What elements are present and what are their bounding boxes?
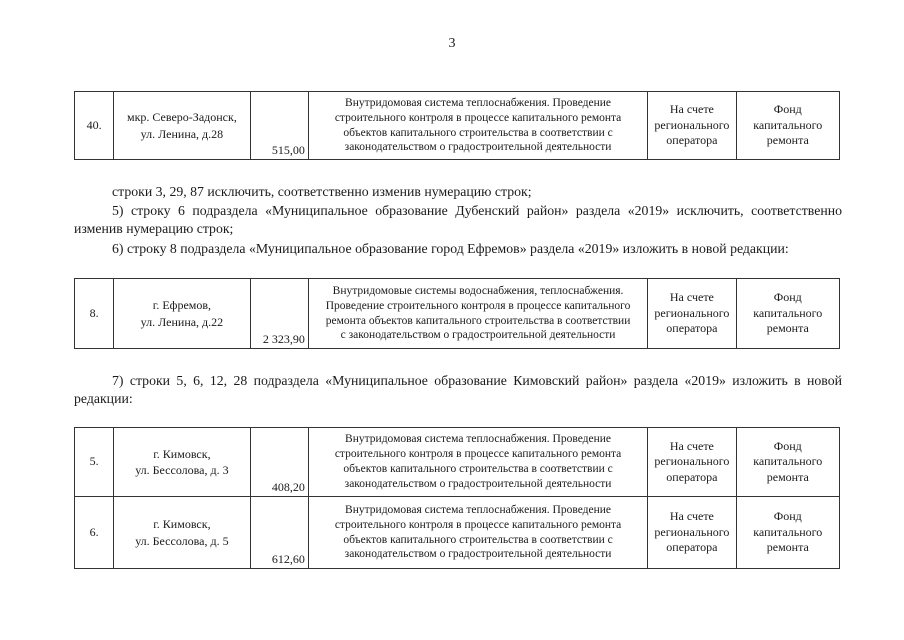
- row-number: 8.: [75, 279, 114, 349]
- paragraph-item-6: 6) строку 8 подраздела «Муниципальное образование город Ефремов» раздела «2019» изложить в новой редакции:: [112, 241, 789, 256]
- table-row: [75, 497, 840, 569]
- row-address: мкр. Северо-Задонск, ул. Ленина, д.28: [114, 92, 251, 160]
- row-work-description: Внутридомовая система теплоснабжения. Проведение строительного контроля в процессе капитального ремонта объектов капитального строительства в соответствии с законодательством о градостроительной деятельности: [308, 497, 647, 569]
- row-account-place: На счете регионального оператора: [648, 279, 736, 349]
- table-row: [75, 428, 840, 497]
- table-row: [75, 279, 840, 349]
- paragraph-exclude-rows: строки 3, 29, 87 исключить, соответственно изменив нумерацию строк;: [112, 184, 532, 199]
- table-row: [75, 92, 840, 160]
- row-address: г. Ефремов, ул. Ленина, д.22: [114, 279, 251, 349]
- table-row-40: [74, 91, 840, 160]
- row-fund: Фонд капитального ремонта: [736, 279, 839, 349]
- row-number: 6.: [75, 497, 114, 569]
- row-cost: 2 323,90: [250, 279, 308, 349]
- table-row-8: [74, 278, 840, 349]
- row-fund: Фонд капитального ремонта: [736, 428, 839, 497]
- row-fund: Фонд капитального ремонта: [736, 92, 839, 160]
- row-cost: 515,00: [250, 92, 308, 160]
- row-account-place: На счете регионального оператора: [648, 428, 736, 497]
- row-cost: 408,20: [250, 428, 308, 497]
- table-rows-kimovsk: [74, 427, 840, 569]
- row-work-description: Внутридомовая система теплоснабжения. Проведение строительного контроля в процессе капитального ремонта объектов капитального строительства в соответствии с законодательством о градостроительной деятельности: [308, 92, 647, 160]
- row-address: г. Кимовск, ул. Бессолова, д. 3: [114, 428, 251, 497]
- paragraph-item-5: 5) строку 6 подраздела «Муниципальное образование Дубенский район» раздела «2019» исключить, соответственно изменив нумерацию строк;: [74, 203, 842, 236]
- row-account-place: На счете регионального оператора: [648, 92, 736, 160]
- row-account-place: На счете регионального оператора: [648, 497, 736, 569]
- row-work-description: Внутридомовые системы водоснабжения, теплоснабжения. Проведение строительного контроля в процессе капитального ремонта объектов капитального строительства в соответствии с законодательством о градостроительной деятельности: [308, 279, 647, 349]
- row-cost: 612,60: [250, 497, 308, 569]
- row-fund: Фонд капитального ремонта: [736, 497, 839, 569]
- row-address: г. Кимовск, ул. Бессолова, д. 5: [114, 497, 251, 569]
- row-number: 40.: [75, 92, 114, 160]
- paragraph-item-7: 7) строки 5, 6, 12, 28 подраздела «Муниципальное образование Кимовский район» раздела «2019» изложить в новой редакции:: [74, 373, 842, 406]
- row-number: 5.: [75, 428, 114, 497]
- page-number: 3: [448, 36, 456, 51]
- row-work-description: Внутридомовая система теплоснабжения. Проведение строительного контроля в процессе капитального ремонта объектов капитального строительства в соответствии с законодательством о градостроительной деятельности: [308, 428, 647, 497]
